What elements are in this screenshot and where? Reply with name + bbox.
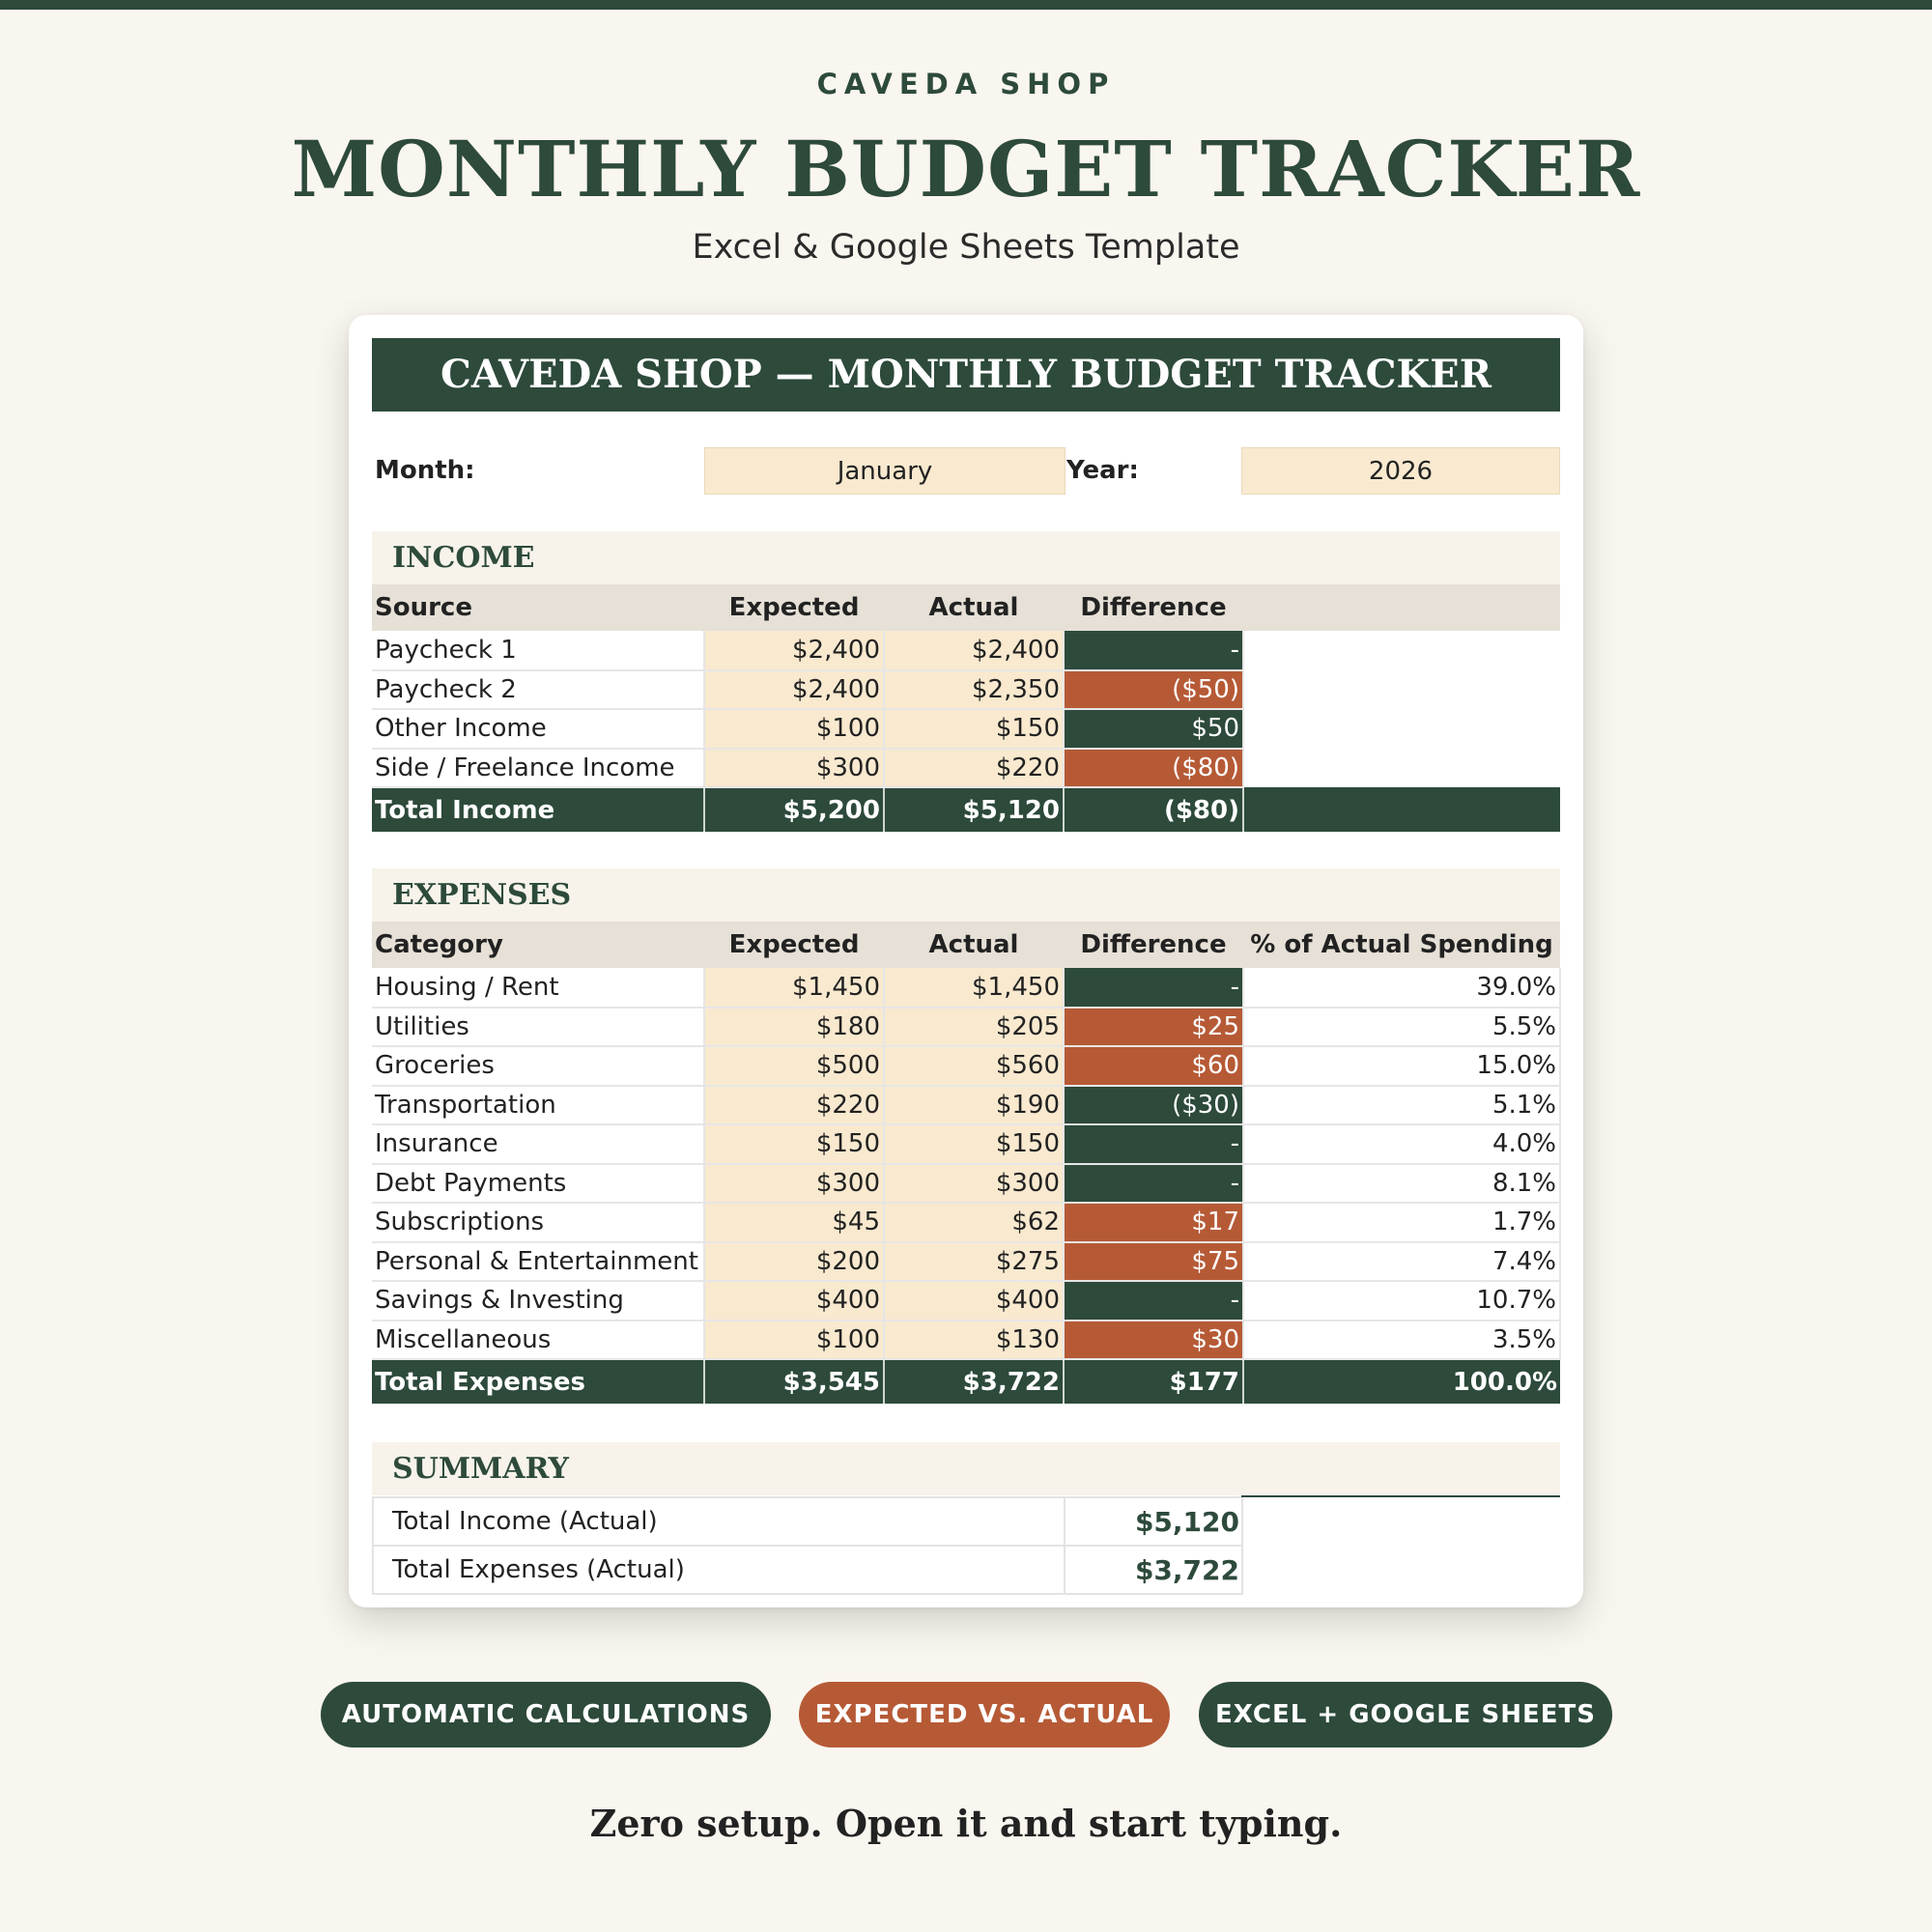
difference-cell: ($80) xyxy=(1064,749,1243,788)
expense-category[interactable]: Personal & Entertainment xyxy=(372,1242,704,1282)
difference-cell: $17 xyxy=(1064,1203,1243,1242)
expected-cell[interactable]: $150 xyxy=(704,1124,884,1164)
summary-label: Total Income (Actual) xyxy=(373,1497,1065,1546)
column-header: Expected xyxy=(704,584,884,631)
total-label: Total Expenses xyxy=(372,1359,704,1404)
difference-cell: ($50) xyxy=(1064,670,1243,710)
expected-cell[interactable]: $180 xyxy=(704,1008,884,1047)
expected-cell[interactable]: $100 xyxy=(704,1321,884,1360)
income-table xyxy=(372,584,1560,832)
year-input[interactable]: 2026 xyxy=(1241,447,1560,495)
total-expected: $5,200 xyxy=(704,787,884,832)
difference-cell: $60 xyxy=(1064,1046,1243,1086)
table-row xyxy=(372,1124,1560,1164)
summary-section-title: SUMMARY xyxy=(372,1442,1560,1495)
income-source[interactable]: Paycheck 1 xyxy=(372,631,704,670)
percent-cell: 7.4% xyxy=(1243,1242,1560,1282)
summary-row xyxy=(373,1497,1242,1546)
actual-cell[interactable]: $190 xyxy=(884,1086,1064,1125)
empty-cell xyxy=(1243,749,1560,788)
expected-cell[interactable]: $200 xyxy=(704,1242,884,1282)
income-section xyxy=(372,531,1560,832)
actual-cell[interactable]: $150 xyxy=(884,1124,1064,1164)
expected-cell[interactable]: $300 xyxy=(704,749,884,788)
total-expected: $3,545 xyxy=(704,1359,884,1404)
page-subtitle: Excel & Google Sheets Template xyxy=(692,228,1240,267)
actual-cell[interactable]: $275 xyxy=(884,1242,1064,1282)
period-selector xyxy=(372,447,1560,495)
summary-section xyxy=(372,1442,1560,1595)
expense-category[interactable]: Savings & Investing xyxy=(372,1281,704,1321)
actual-cell[interactable]: $400 xyxy=(884,1281,1064,1321)
expected-cell[interactable]: $2,400 xyxy=(704,670,884,710)
badge-excel-google-sheets: EXCEL + GOOGLE SHEETS xyxy=(1199,1682,1612,1747)
column-header: Difference xyxy=(1064,584,1243,631)
total-actual: $5,120 xyxy=(884,787,1064,832)
month-label: Month: xyxy=(375,456,475,485)
actual-cell[interactable]: $205 xyxy=(884,1008,1064,1047)
difference-cell: $50 xyxy=(1064,709,1243,749)
expense-category[interactable]: Transportation xyxy=(372,1086,704,1125)
summary-table xyxy=(372,1496,1243,1595)
expense-category[interactable]: Groceries xyxy=(372,1046,704,1086)
expenses-header-row xyxy=(372,922,1560,968)
actual-cell[interactable]: $1,450 xyxy=(884,968,1064,1008)
table-row xyxy=(372,631,1560,670)
table-row xyxy=(372,749,1560,788)
actual-cell[interactable]: $560 xyxy=(884,1046,1064,1086)
expenses-table xyxy=(372,922,1561,1404)
actual-cell[interactable]: $62 xyxy=(884,1203,1064,1242)
total-actual: $3,722 xyxy=(884,1359,1064,1404)
summary-value: $3,722 xyxy=(1065,1546,1242,1594)
page-title: MONTHLY BUDGET TRACKER xyxy=(291,124,1641,214)
difference-cell: - xyxy=(1064,1164,1243,1204)
actual-cell[interactable]: $2,350 xyxy=(884,670,1064,710)
column-header: % of Actual Spending xyxy=(1243,922,1560,968)
table-row xyxy=(372,1203,1560,1242)
income-header-row xyxy=(372,584,1560,631)
summary-rule-wrap xyxy=(372,1495,1560,1496)
income-source[interactable]: Side / Freelance Income xyxy=(372,749,704,788)
total-percent: 100.0% xyxy=(1243,1359,1560,1404)
income-total-row xyxy=(372,787,1560,832)
difference-cell: $30 xyxy=(1064,1321,1243,1360)
badge-expected-vs-actual: EXPECTED VS. ACTUAL xyxy=(799,1682,1170,1747)
expense-category[interactable]: Housing / Rent xyxy=(372,968,704,1008)
expense-category[interactable]: Subscriptions xyxy=(372,1203,704,1242)
table-row xyxy=(372,709,1560,749)
empty-cell xyxy=(1243,631,1560,670)
table-row xyxy=(372,1008,1560,1047)
actual-cell[interactable]: $2,400 xyxy=(884,631,1064,670)
total-difference: ($80) xyxy=(1064,787,1243,832)
percent-cell: 10.7% xyxy=(1243,1281,1560,1321)
table-row xyxy=(372,1321,1560,1360)
expected-cell[interactable]: $2,400 xyxy=(704,631,884,670)
percent-cell: 39.0% xyxy=(1243,968,1560,1008)
income-section-title: INCOME xyxy=(372,531,1560,584)
difference-cell: - xyxy=(1064,968,1243,1008)
actual-cell[interactable]: $300 xyxy=(884,1164,1064,1204)
percent-cell: 3.5% xyxy=(1243,1321,1560,1360)
sheet-banner: CAVEDA SHOP — MONTHLY BUDGET TRACKER xyxy=(372,338,1560,412)
empty-cell xyxy=(1243,670,1560,710)
column-header: Source xyxy=(372,584,704,631)
table-row xyxy=(372,1281,1560,1321)
expenses-section-title: EXPENSES xyxy=(372,868,1560,922)
year-label: Year: xyxy=(1066,456,1139,485)
empty-cell xyxy=(1243,709,1560,749)
table-row xyxy=(372,1242,1560,1282)
expense-category[interactable]: Debt Payments xyxy=(372,1164,704,1204)
column-header: Difference xyxy=(1064,922,1243,968)
percent-cell: 8.1% xyxy=(1243,1164,1560,1204)
column-header-empty xyxy=(1243,584,1560,631)
percent-cell: 1.7% xyxy=(1243,1203,1560,1242)
total-label: Total Income xyxy=(372,787,704,832)
column-header: Actual xyxy=(884,922,1064,968)
income-source[interactable]: Other Income xyxy=(372,709,704,749)
spreadsheet-card xyxy=(349,315,1583,1607)
month-input[interactable]: January xyxy=(704,447,1065,495)
difference-cell: - xyxy=(1064,1281,1243,1321)
difference-cell: $75 xyxy=(1064,1242,1243,1282)
expected-cell[interactable]: $400 xyxy=(704,1281,884,1321)
table-row xyxy=(372,1086,1560,1125)
brand-name: CAVEDA SHOP xyxy=(816,68,1116,100)
expected-cell[interactable]: $1,450 xyxy=(704,968,884,1008)
percent-cell: 5.1% xyxy=(1243,1086,1560,1125)
table-row xyxy=(372,1046,1560,1086)
column-header: Actual xyxy=(884,584,1064,631)
percent-cell: 15.0% xyxy=(1243,1046,1560,1086)
table-row xyxy=(372,1164,1560,1204)
expected-cell[interactable]: $45 xyxy=(704,1203,884,1242)
badge-automatic-calculations: AUTOMATIC CALCULATIONS xyxy=(321,1682,771,1747)
income-source[interactable]: Paycheck 2 xyxy=(372,670,704,710)
total-difference: $177 xyxy=(1064,1359,1243,1404)
actual-cell[interactable]: $130 xyxy=(884,1321,1064,1360)
summary-row xyxy=(373,1546,1242,1594)
feature-badges xyxy=(0,1682,1932,1747)
actual-cell[interactable]: $150 xyxy=(884,709,1064,749)
top-accent-bar xyxy=(0,0,1932,10)
expected-cell[interactable]: $300 xyxy=(704,1164,884,1204)
expenses-total-row xyxy=(372,1359,1560,1404)
expense-category[interactable]: Insurance xyxy=(372,1124,704,1164)
column-header: Expected xyxy=(704,922,884,968)
actual-cell[interactable]: $220 xyxy=(884,749,1064,788)
summary-label: Total Expenses (Actual) xyxy=(373,1546,1065,1594)
percent-cell: 5.5% xyxy=(1243,1008,1560,1047)
expense-rows xyxy=(372,968,1560,1359)
summary-rule xyxy=(1241,1495,1560,1497)
expenses-section xyxy=(372,868,1560,1404)
difference-cell: $25 xyxy=(1064,1008,1243,1047)
expense-category[interactable]: Miscellaneous xyxy=(372,1321,704,1360)
column-header: Category xyxy=(372,922,704,968)
summary-value: $5,120 xyxy=(1065,1497,1242,1546)
expected-cell[interactable]: $220 xyxy=(704,1086,884,1125)
difference-cell: ($30) xyxy=(1064,1086,1243,1125)
expected-cell[interactable]: $100 xyxy=(704,709,884,749)
expected-cell[interactable]: $500 xyxy=(704,1046,884,1086)
tagline: Zero setup. Open it and start typing. xyxy=(589,1802,1343,1845)
difference-cell: - xyxy=(1064,1124,1243,1164)
percent-cell: 4.0% xyxy=(1243,1124,1560,1164)
expense-category[interactable]: Utilities xyxy=(372,1008,704,1047)
total-empty xyxy=(1243,787,1560,832)
difference-cell: - xyxy=(1064,631,1243,670)
spreadsheet xyxy=(372,338,1560,1595)
table-row xyxy=(372,670,1560,710)
table-row xyxy=(372,968,1560,1008)
